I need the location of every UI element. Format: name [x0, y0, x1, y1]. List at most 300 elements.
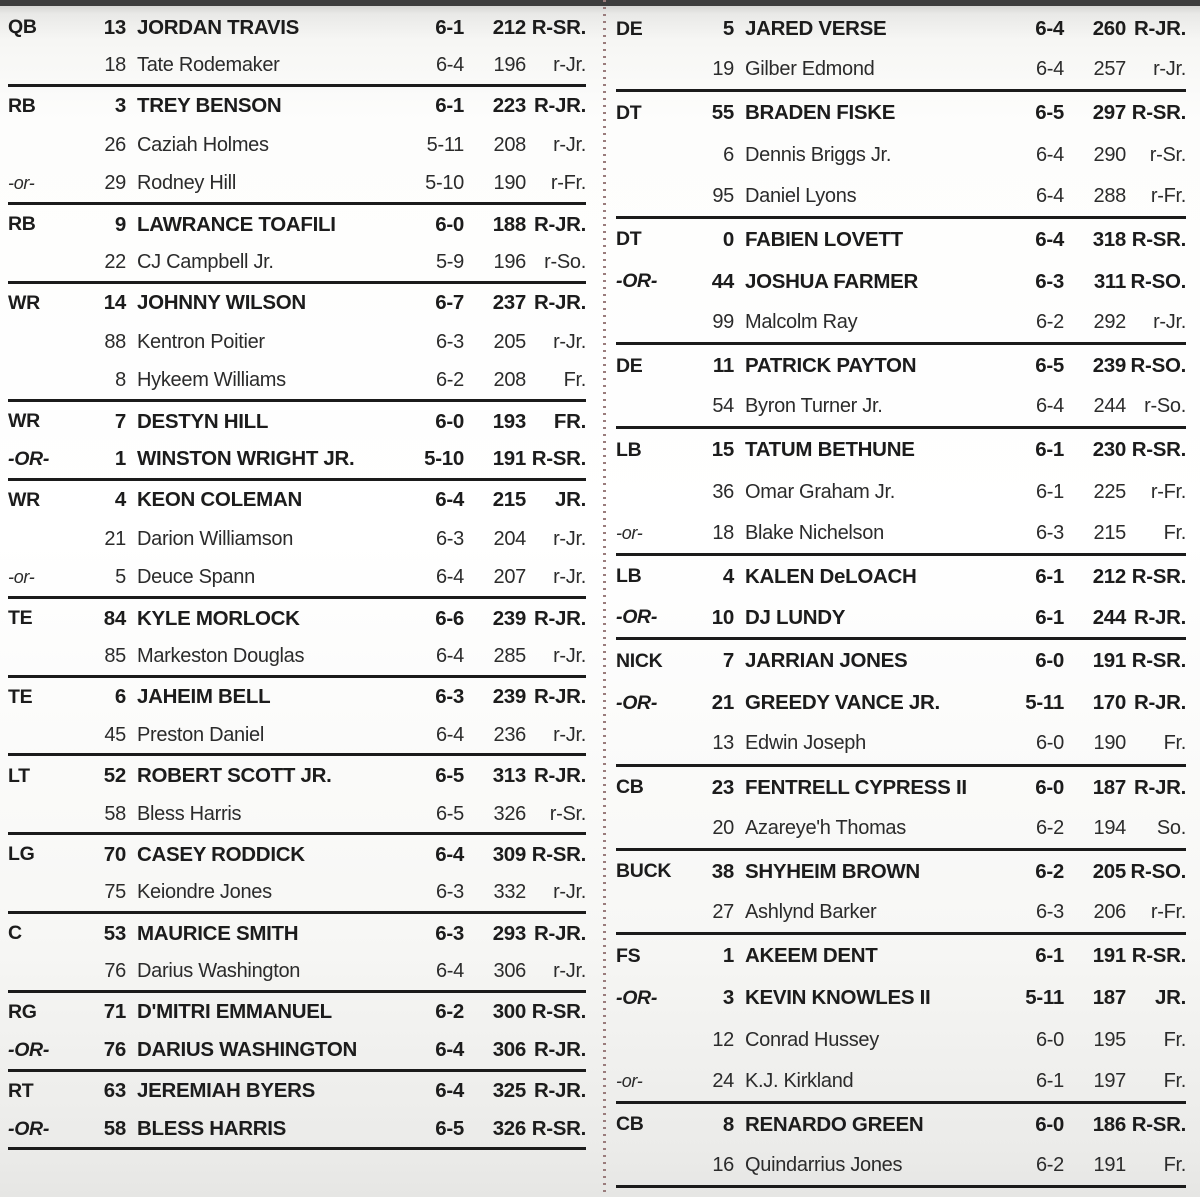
player-height: 6-3 [435, 685, 464, 709]
jersey-number: 45 [104, 723, 126, 746]
position-label: LG [8, 843, 35, 866]
player-height: 6-4 [435, 644, 464, 667]
player-class: R-SR. [1131, 649, 1186, 673]
player-height: 6-4 [1035, 227, 1064, 251]
player-class: R-SR. [1131, 944, 1186, 968]
position-label: LB [616, 565, 642, 588]
position-label: WR [8, 291, 40, 314]
player-weight: 230 [1092, 438, 1126, 462]
player-class: R-SR. [531, 1000, 586, 1024]
jersey-number: 58 [104, 802, 126, 825]
player-name: KEON COLEMAN [137, 488, 302, 512]
player-height: 5-10 [424, 447, 464, 471]
position-label: CB [616, 776, 644, 799]
player-name: Tate Rodemaker [137, 54, 280, 77]
player-height: 6-4 [435, 1038, 464, 1062]
or-indicator: -or- [616, 522, 643, 543]
player-class: R-JR. [1133, 17, 1186, 41]
player-height: 6-4 [435, 566, 464, 589]
player-row [8, 47, 586, 86]
player-weight: 212 [492, 15, 526, 39]
player-name: JARED VERSE [745, 17, 887, 41]
player-weight: 239 [492, 606, 526, 630]
position-label: DE [616, 354, 643, 377]
player-name: Markeston Douglas [137, 644, 305, 667]
player-class: R-JR. [533, 685, 586, 709]
player-height: 5-9 [435, 251, 464, 274]
jersey-number: 1 [722, 944, 734, 968]
player-row [8, 8, 586, 47]
player-name: KYLE MORLOCK [137, 606, 300, 630]
player-weight: 311 [1093, 269, 1126, 293]
jersey-number: 1 [114, 447, 126, 471]
column-separator-dotted-line [603, 0, 606, 1197]
player-height: 6-4 [1035, 58, 1064, 81]
player-height: 6-5 [435, 764, 464, 788]
player-row [8, 756, 586, 795]
player-height: 6-4 [435, 723, 464, 746]
player-name: DARIUS WASHINGTON [137, 1038, 358, 1062]
player-name: Keiondre Jones [137, 881, 272, 904]
jersey-number: 11 [712, 354, 734, 378]
player-name: GREEDY VANCE JR. [745, 691, 940, 715]
player-row [8, 205, 586, 244]
player-row [8, 87, 586, 126]
player-name: LAWRANCE TOAFILI [137, 212, 336, 236]
player-weight: 170 [1092, 691, 1126, 715]
player-name: CASEY RODDICK [137, 842, 305, 866]
player-height: 6-0 [1035, 775, 1064, 799]
player-height: 6-4 [1035, 395, 1064, 418]
jersey-number: 52 [103, 764, 126, 788]
position-label: BUCK [616, 860, 672, 883]
player-name: ROBERT SCOTT JR. [137, 764, 332, 788]
player-weight: 187 [1092, 775, 1126, 799]
player-weight: 207 [493, 566, 526, 589]
player-row [616, 893, 1186, 935]
jersey-number: 19 [712, 58, 734, 81]
position-label: DT [616, 101, 642, 124]
player-name: Dennis Briggs Jr. [745, 143, 892, 166]
player-weight: 194 [1093, 816, 1126, 839]
jersey-number: 38 [711, 859, 734, 883]
player-weight: 206 [1093, 901, 1126, 924]
jersey-number: 44 [711, 269, 734, 293]
player-height: 6-2 [435, 1000, 464, 1024]
player-row [616, 219, 1186, 261]
player-class: R-SR. [1131, 101, 1186, 125]
player-name: SHYHEIM BROWN [745, 859, 920, 883]
jersey-number: 27 [712, 901, 734, 924]
player-row [616, 767, 1186, 809]
player-class: R-JR. [1133, 775, 1186, 799]
player-class: Fr. [1163, 521, 1186, 544]
player-row [616, 92, 1186, 134]
player-height: 6-4 [435, 488, 464, 512]
player-weight: 260 [1092, 17, 1126, 41]
player-height: 6-1 [1035, 481, 1064, 504]
player-height: 6-5 [1035, 354, 1064, 378]
jersey-number: 21 [711, 691, 734, 715]
jersey-number: 95 [712, 184, 734, 207]
player-name: Darius Washington [137, 960, 301, 983]
player-class: r-So. [1144, 395, 1186, 418]
player-class: r-Fr. [1150, 901, 1186, 924]
player-row [616, 724, 1186, 766]
player-class: R-JR. [533, 921, 586, 945]
jersey-number: 99 [712, 311, 734, 334]
jersey-number: 13 [103, 15, 126, 39]
player-height: 6-4 [435, 54, 464, 77]
player-name: JAHEIM BELL [137, 685, 271, 709]
or-indicator: -or- [8, 567, 35, 588]
player-class: Fr. [1163, 1153, 1186, 1176]
player-name: K.J. Kirkland [745, 1069, 854, 1092]
jersey-number: 8 [722, 1112, 734, 1136]
position-label: NICK [616, 649, 663, 672]
player-weight: 325 [492, 1079, 526, 1103]
player-name: FENTRELL CYPRESS II [745, 775, 967, 799]
player-weight: 236 [493, 723, 526, 746]
jersey-number: 58 [103, 1117, 126, 1141]
or-indicator: -OR- [616, 270, 658, 293]
player-row [616, 134, 1186, 176]
player-row [8, 284, 586, 323]
player-row [616, 387, 1186, 429]
player-row [616, 1019, 1186, 1061]
player-class: r-Jr. [553, 881, 586, 904]
player-class: R-JR. [533, 291, 586, 315]
depth-column-right [616, 8, 1186, 1188]
player-height: 6-2 [435, 369, 464, 392]
jersey-number: 13 [712, 732, 734, 755]
player-row [616, 8, 1186, 50]
jersey-number: 54 [712, 395, 734, 418]
player-row [616, 472, 1186, 514]
jersey-number: 36 [712, 481, 734, 504]
player-row [8, 1072, 586, 1111]
player-row [616, 640, 1186, 682]
player-name: MAURICE SMITH [137, 921, 299, 945]
player-height: 6-1 [1035, 1069, 1064, 1092]
player-row [8, 1032, 586, 1071]
player-row [8, 717, 586, 756]
jersey-number: 55 [711, 101, 734, 125]
player-row [8, 323, 586, 362]
player-weight: 306 [493, 960, 526, 983]
player-class: FR. [553, 409, 586, 433]
player-weight: 215 [1093, 521, 1126, 544]
jersey-number: 63 [103, 1079, 126, 1103]
player-weight: 244 [1093, 395, 1126, 418]
position-label: RG [8, 1000, 37, 1023]
player-class: R-SO. [1130, 354, 1186, 378]
jersey-number: 6 [114, 685, 126, 709]
player-height: 5-11 [1025, 986, 1064, 1010]
player-row [8, 402, 586, 441]
depth-column-left [8, 8, 586, 1150]
player-weight: 215 [492, 488, 526, 512]
player-row [8, 559, 586, 598]
jersey-number: 6 [723, 143, 734, 166]
player-weight: 257 [1093, 58, 1126, 81]
player-class: r-Jr. [553, 528, 586, 551]
player-weight: 208 [493, 369, 526, 392]
position-label: RT [8, 1079, 34, 1102]
player-name: Caziah Holmes [137, 134, 269, 157]
player-weight: 191 [1092, 944, 1126, 968]
jersey-number: 4 [722, 564, 734, 588]
player-row [616, 261, 1186, 303]
player-height: 6-2 [1035, 1153, 1064, 1176]
player-class: R-SR. [1131, 438, 1186, 462]
or-indicator: -or- [8, 173, 35, 194]
player-class: R-JR. [533, 1079, 586, 1103]
player-height: 6-1 [1035, 438, 1064, 462]
player-name: TREY BENSON [137, 94, 282, 118]
or-indicator: -or- [616, 1070, 643, 1091]
jersey-number: 26 [104, 134, 126, 157]
player-weight: 237 [492, 291, 526, 315]
player-row [616, 682, 1186, 724]
player-height: 6-4 [1035, 143, 1064, 166]
player-name: JOSHUA FARMER [745, 269, 919, 293]
player-class: Fr. [1163, 732, 1186, 755]
player-height: 6-2 [1035, 311, 1064, 334]
jersey-number: 75 [104, 881, 126, 904]
player-row [616, 177, 1186, 219]
player-name: BRADEN FISKE [745, 101, 896, 125]
player-row [616, 514, 1186, 556]
player-height: 6-3 [1035, 521, 1064, 544]
player-height: 6-0 [1035, 649, 1064, 673]
player-name: DESTYN HILL [137, 409, 269, 433]
player-height: 6-1 [435, 15, 464, 39]
jersey-number: 76 [103, 1038, 126, 1062]
player-class: r-Jr. [553, 54, 586, 77]
player-height: 6-2 [1035, 859, 1064, 883]
player-class: So. [1156, 816, 1186, 839]
player-name: Darion Williamson [137, 528, 294, 551]
player-height: 6-3 [435, 528, 464, 551]
or-indicator: -OR- [8, 1038, 50, 1061]
player-row [616, 977, 1186, 1019]
player-name: Quindarrius Jones [745, 1153, 903, 1176]
player-class: r-Jr. [553, 960, 586, 983]
or-indicator: -OR- [616, 986, 658, 1009]
position-label: WR [8, 410, 40, 433]
player-height: 6-5 [1035, 101, 1064, 125]
player-height: 6-4 [435, 960, 464, 983]
player-name: Daniel Lyons [745, 184, 857, 207]
player-weight: 285 [493, 644, 526, 667]
jersey-number: 84 [103, 606, 126, 630]
player-weight: 326 [492, 1117, 526, 1141]
player-weight: 190 [1093, 732, 1126, 755]
player-weight: 193 [492, 409, 526, 433]
player-name: Edwin Joseph [745, 732, 866, 755]
player-height: 5-11 [426, 134, 464, 157]
player-weight: 225 [1093, 481, 1126, 504]
player-row [616, 429, 1186, 471]
player-height: 6-4 [1035, 17, 1064, 41]
player-class: Fr. [563, 369, 586, 392]
player-row [8, 126, 586, 165]
player-weight: 191 [1093, 1153, 1126, 1176]
player-weight: 223 [492, 94, 526, 118]
jersey-number: 70 [103, 842, 126, 866]
player-class: r-Jr. [553, 644, 586, 667]
jersey-number: 7 [722, 649, 734, 673]
player-name: D'MITRI EMMANUEL [137, 1000, 332, 1024]
jersey-number: 4 [114, 488, 126, 512]
player-name: Kentron Poitier [137, 331, 265, 354]
player-row [8, 914, 586, 953]
player-name: KEVIN KNOWLES II [745, 986, 931, 1010]
jersey-number: 71 [103, 1000, 126, 1024]
or-indicator: -OR- [616, 691, 658, 714]
jersey-number: 21 [104, 528, 126, 551]
player-weight: 196 [493, 54, 526, 77]
player-height: 5-11 [1025, 691, 1064, 715]
player-weight: 212 [1092, 564, 1126, 588]
player-row [8, 678, 586, 717]
position-label: RB [8, 213, 36, 236]
player-row [8, 244, 586, 283]
player-class: R-SO. [1130, 269, 1186, 293]
player-weight: 292 [1093, 311, 1126, 334]
player-weight: 297 [1092, 101, 1126, 125]
player-class: r-Jr. [553, 566, 586, 589]
jersey-number: 10 [711, 605, 734, 629]
player-height: 6-3 [435, 881, 464, 904]
player-class: r-Jr. [553, 134, 586, 157]
player-weight: 190 [493, 172, 526, 195]
player-weight: 197 [1093, 1069, 1126, 1092]
player-row [616, 1146, 1186, 1188]
player-height: 6-1 [1035, 564, 1064, 588]
player-name: Blake Nichelson [745, 521, 884, 544]
player-height: 6-0 [435, 212, 464, 236]
player-class: JR. [554, 488, 586, 512]
player-height: 5-10 [425, 172, 464, 195]
player-weight: 195 [1093, 1028, 1126, 1051]
player-class: R-SR. [531, 15, 586, 39]
player-name: PATRICK PAYTON [745, 354, 917, 378]
player-class: R-JR. [533, 1038, 586, 1062]
position-label: LB [616, 438, 642, 461]
position-label: CB [616, 1113, 644, 1136]
player-name: TATUM BETHUNE [745, 438, 915, 462]
player-name: FABIEN LOVETT [745, 227, 903, 251]
player-height: 6-1 [1035, 605, 1064, 629]
player-name: WINSTON WRIGHT JR. [137, 447, 355, 471]
player-name: JORDAN TRAVIS [137, 15, 300, 39]
player-weight: 306 [492, 1038, 526, 1062]
top-edge-bar [0, 0, 1200, 6]
player-class: r-Fr. [1150, 184, 1186, 207]
position-label: C [8, 922, 22, 945]
player-weight: 187 [1092, 986, 1126, 1010]
player-weight: 326 [493, 802, 526, 825]
player-height: 6-5 [435, 802, 464, 825]
player-weight: 205 [1092, 859, 1126, 883]
player-row [8, 796, 586, 835]
or-indicator: -OR- [8, 447, 50, 470]
jersey-number: 9 [114, 212, 126, 236]
jersey-number: 88 [104, 331, 126, 354]
player-row [8, 599, 586, 638]
jersey-number: 5 [115, 566, 126, 589]
player-weight: 318 [1092, 227, 1126, 251]
player-height: 6-5 [435, 1117, 464, 1141]
player-name: DJ LUNDY [745, 605, 846, 629]
player-name: Ashlynd Barker [745, 901, 877, 924]
position-label: LT [8, 764, 30, 787]
jersey-number: 15 [711, 438, 734, 462]
player-class: R-JR. [533, 606, 586, 630]
player-weight: 196 [493, 251, 526, 274]
player-height: 6-0 [435, 409, 464, 433]
jersey-number: 76 [104, 960, 126, 983]
player-class: R-SR. [1131, 1112, 1186, 1136]
player-name: Bless Harris [137, 802, 242, 825]
player-weight: 205 [493, 331, 526, 354]
or-indicator: -OR- [8, 1117, 50, 1140]
player-name: JOHNNY WILSON [137, 291, 306, 315]
player-weight: 239 [1092, 354, 1126, 378]
player-row [8, 875, 586, 914]
player-name: Hykeem Williams [137, 369, 286, 392]
player-height: 6-3 [435, 921, 464, 945]
player-height: 6-1 [1035, 944, 1064, 968]
position-label: TE [8, 685, 33, 708]
player-weight: 290 [1093, 143, 1126, 166]
player-height: 6-4 [435, 842, 464, 866]
player-name: Azareye'h Thomas [745, 816, 906, 839]
player-row [616, 303, 1186, 345]
player-name: Gilber Edmond [745, 58, 875, 81]
player-row [616, 935, 1186, 977]
jersey-number: 8 [115, 369, 126, 392]
player-class: r-Sr. [1149, 143, 1186, 166]
player-row [616, 50, 1186, 92]
player-name: Omar Graham Jr. [745, 481, 895, 504]
player-name: CJ Campbell Jr. [137, 251, 274, 274]
player-height: 6-3 [1035, 269, 1064, 293]
player-class: R-SR. [531, 842, 586, 866]
player-class: R-SO. [1130, 859, 1186, 883]
player-weight: 293 [492, 921, 526, 945]
player-weight: 309 [492, 842, 526, 866]
player-name: JEREMIAH BYERS [137, 1079, 316, 1103]
player-row [8, 638, 586, 677]
jersey-number: 85 [104, 644, 126, 667]
player-height: 6-2 [1035, 816, 1064, 839]
position-label: QB [8, 16, 37, 39]
or-indicator: -OR- [616, 606, 658, 629]
position-label: TE [8, 607, 33, 630]
player-name: Rodney Hill [137, 172, 236, 195]
player-name: RENARDO GREEN [745, 1112, 924, 1136]
player-row [616, 1062, 1186, 1104]
player-height: 6-4 [435, 1079, 464, 1103]
player-class: r-So. [544, 251, 586, 274]
jersey-number: 18 [104, 54, 126, 77]
jersey-number: 7 [114, 409, 126, 433]
player-height: 6-3 [1035, 901, 1064, 924]
player-weight: 191 [1092, 649, 1126, 673]
